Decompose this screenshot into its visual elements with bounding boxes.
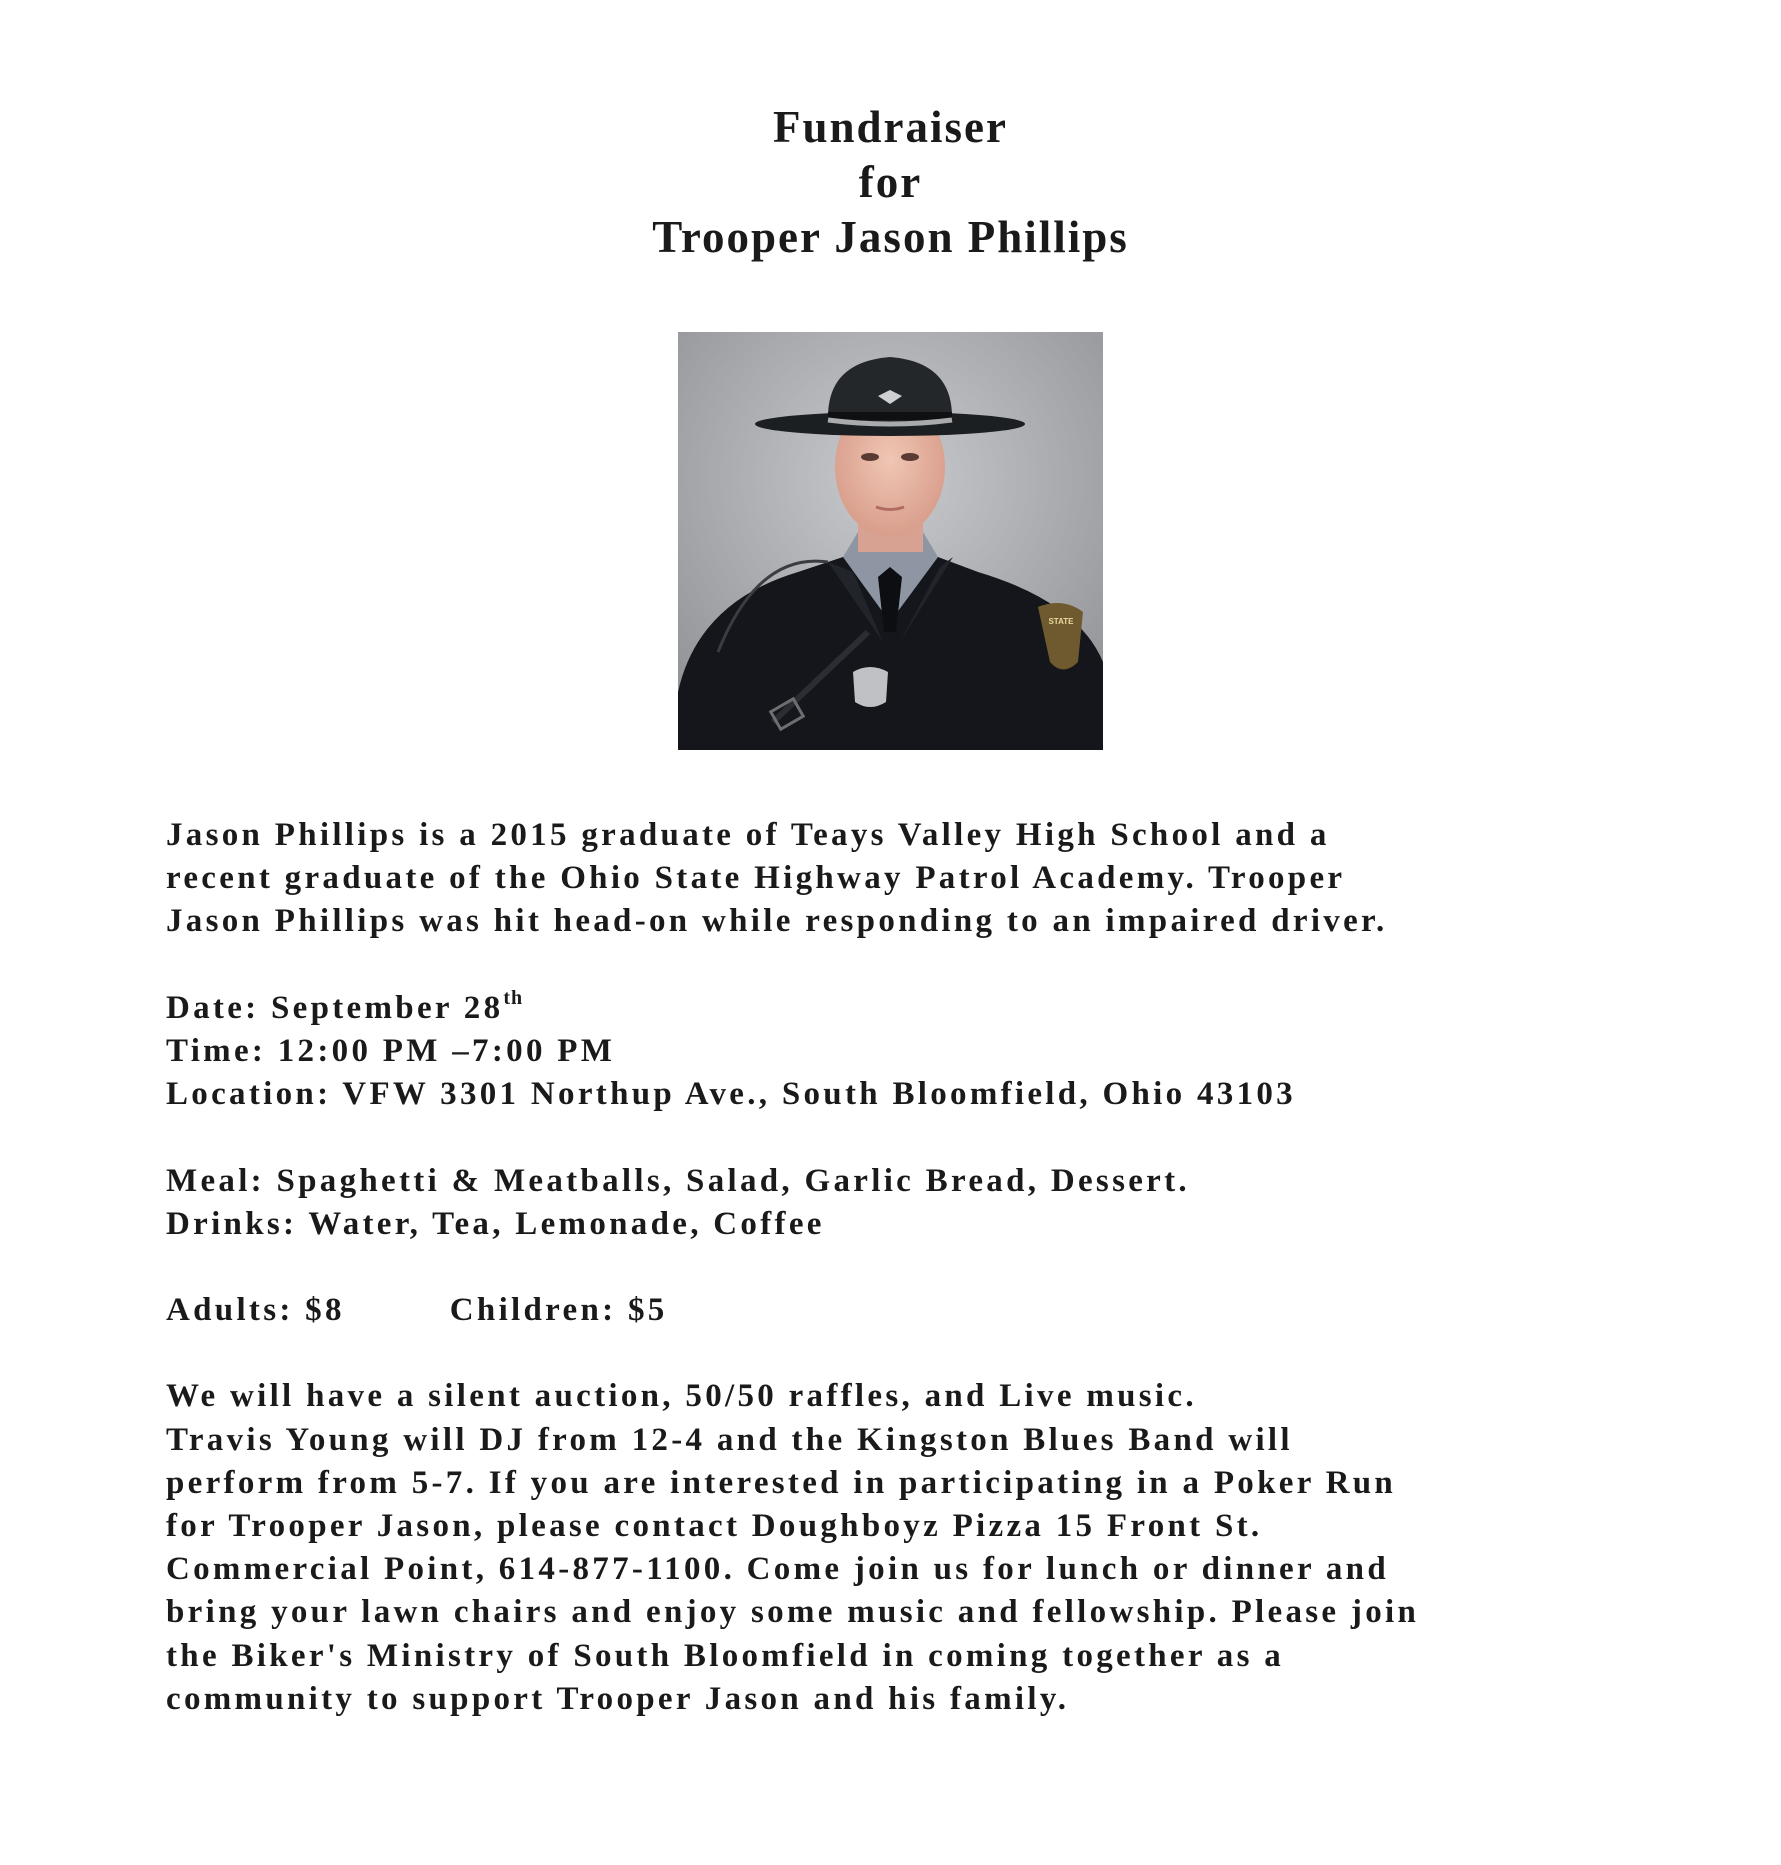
details-line: community to support Trooper Jason and his family.: [166, 1680, 1070, 1717]
details-line: perform from 5-7. If you are interested in participating in a Poker Run: [166, 1464, 1397, 1501]
intro-line: Jason Phillips is a 2015 graduate of Teays Valley High School and a: [166, 817, 1330, 853]
drinks-menu: Drinks: Water, Tea, Lemonade, Coffee: [166, 1205, 825, 1242]
intro-line: recent graduate of the Ohio State Highway Patrol Academy. Trooper: [166, 860, 1346, 897]
event-time: Time: 12:00 PM –7:00 PM: [166, 1032, 616, 1069]
ticket-prices: [166, 1289, 1726, 1332]
details-line: Travis Young will DJ from 12-4 and the Kingston Blues Band will: [166, 1421, 1293, 1458]
details-line: the Biker's Ministry of South Bloomfield in coming together as a: [166, 1637, 1285, 1674]
title-line-2: for: [858, 157, 923, 207]
meal-menu: Meal: Spaghetti & Meatballs, Salad, Garlic Bread, Dessert.: [166, 1162, 1190, 1199]
flyer-body: [166, 814, 1726, 1721]
event-date: [166, 987, 1726, 1030]
intro-line: Jason Phillips was hit head-on while responding to an impaired driver.: [166, 903, 1388, 940]
title-line-3: Trooper Jason Phillips: [652, 212, 1129, 262]
patch-text: STATE: [1048, 617, 1074, 626]
flyer-title: [0, 100, 1781, 265]
trooper-portrait-photo: [678, 332, 1103, 750]
details-line: We will have a silent auction, 50/50 raffles, and Live music.: [166, 1378, 1197, 1415]
event-location: Location: VFW 3301 Northup Ave., South Bloomfield, Ohio 43103: [166, 1076, 1296, 1113]
event-date-text: Date: September 28: [166, 989, 504, 1026]
details-line: Commercial Point, 614-877-1100. Come join us for lunch or dinner and: [166, 1551, 1389, 1588]
child-price: Children: $5: [449, 1292, 668, 1329]
date-suffix: th: [503, 986, 524, 1009]
details-line: for Trooper Jason, please contact Doughboyz Pizza 15 Front St.: [166, 1508, 1263, 1544]
title-line-1: Fundraiser: [772, 102, 1008, 152]
adult-price: Adults: $8: [166, 1292, 345, 1329]
details-line: bring your lawn chairs and enjoy some music and fellowship. Please join: [166, 1594, 1420, 1631]
